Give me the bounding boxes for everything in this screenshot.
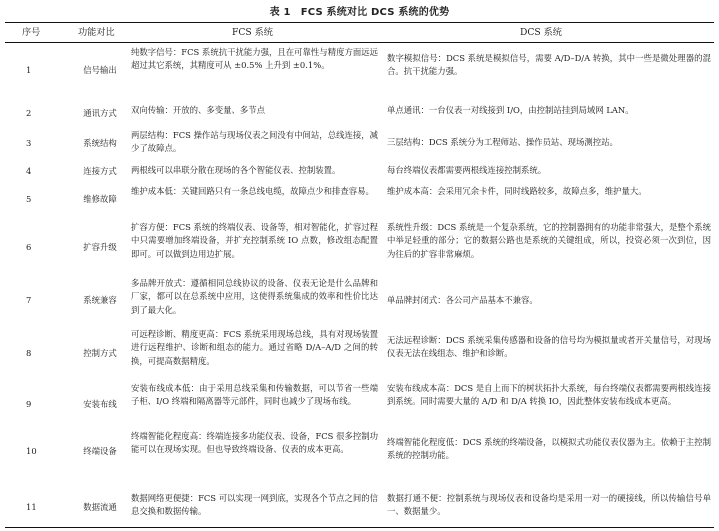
table-row: [0, 490, 719, 526]
row-fcs-text: 可远程诊断、精度更高：FCS 系统采用现场总线，具有对现场装置进行远程维护、诊断和组态的能力。通过省略 D/A–A/D 之间的转换，可提高数据精度。: [131, 329, 378, 366]
row-seq: 4: [26, 166, 32, 177]
header-rule: [5, 42, 714, 43]
row-function: 连接方式: [83, 166, 117, 177]
row-fcs-text: 纯数字信号：FCS 系统抗干扰能力强，且在可靠性与精度方面远远超过其它系统，其精度可从 ±0.5% 上升到 ±0.1%。: [131, 47, 378, 71]
row-function: 数据流通: [83, 502, 117, 513]
bottom-rule: [5, 527, 714, 528]
row-function: 系统兼容: [83, 295, 117, 306]
row-dcs-text: 每台终端仪表都需要两根线连接控制系统。: [387, 165, 547, 175]
row-dcs-text: 无法远程诊断：DCS 系统采集传感器和设备的信号均为模拟量或者开关量信号，对现场仪表无法在线组态、维护和诊断。: [387, 335, 711, 359]
row-seq: 7: [26, 295, 32, 306]
row-function: 维修故障: [83, 194, 117, 205]
row-seq: 9: [26, 399, 32, 410]
row-dcs-text: 三层结构：DCS 系统分为工程师站、操作员站、现场测控站。: [387, 137, 618, 147]
row-fcs-text: 安装布线成本低：由于采用总线采集和传输数据，可以节省一些端子柜、I/O 终端和隔离器等元部件，同时也减少了现场布线。: [131, 383, 378, 407]
row-dcs-text: 安装布线成本高：DCS 是自上而下的树状拓扑大系统，每台终端仪表都需要两根线连接到系统。同时需要大量的 A/D 和 D/A 转换 IO，因此整体安装布线成本更高。: [387, 383, 711, 407]
header-seq: 序号: [22, 27, 41, 38]
top-rule: [5, 22, 714, 23]
row-dcs-text: 系统性升级：DCS 系统是一个复杂系统，它的控制器拥有的功能非常强大，是整个系统中举足轻重的部分；它的数据公路也是系统的关键组成，所以，投资必须一次到位，因为往后的扩容非常麻烦。: [387, 222, 711, 259]
row-dcs-text: 单点通讯：一台仪表一对线接到 I/O，由控制站挂到局域网 LAN。: [387, 105, 634, 115]
table-row: [0, 183, 719, 217]
row-dcs-text: 数字模拟信号：DCS 系统是模拟信号，需要 A/D–D/A 转换，其中一些是微处理器的混合。抗干扰能力强。: [387, 53, 711, 77]
row-function: 信号输出: [83, 65, 117, 76]
row-fcs-text: 扩容方便：FCS 系统的终端仪表、设备等，相对智能化，扩容过程中只需要增加终端设备，并扩充控制系统 IO 点数，修改组态配置即可。可以做到边用边扩展。: [131, 222, 378, 259]
row-dcs-text: 终端智能化程度低：DCS 系统的终端设备，以模拟式功能仪表仪器为主。依赖于主控制系统的控制功能。: [387, 437, 711, 461]
row-fcs-text: 两根线可以串联分散在现场的各个智能仪表、控制装置。: [131, 165, 341, 175]
table-row: [0, 382, 719, 428]
header-fcs: FCS 系统: [232, 27, 273, 38]
row-fcs-text: 多品牌开放式：遵循相同总线协议的设备、仪表无论是什么品牌和厂家，都可以在总系统中应用，这使得系统集成的效率和性价比达到了最大化。: [131, 278, 378, 315]
row-fcs-text: 双向传输：开放的、多变量、多节点: [131, 105, 265, 115]
row-seq: 10: [26, 446, 37, 457]
row-seq: 2: [26, 108, 32, 119]
row-function: 终端设备: [83, 446, 117, 457]
row-seq: 3: [26, 138, 32, 149]
row-fcs-text: 两层结构：FCS 操作站与现场仪表之间没有中间站，总线连接，减少了故障点。: [131, 130, 378, 154]
row-function: 扩容升级: [83, 242, 117, 253]
table-number: 表 1: [269, 7, 291, 18]
table-row: [0, 44, 719, 98]
row-seq: 11: [26, 502, 37, 513]
row-dcs-text: 数据打通不便：控制系统与现场仪表和设备均是采用一对一的硬接线，所以传输信号单一、数据量少。: [387, 493, 711, 517]
table-row: [0, 277, 719, 325]
header-function: 功能对比: [78, 27, 115, 38]
row-dcs-text: 维护成本高：会采用冗余卡件，同时线路较多，故障点多，维护量大。: [387, 186, 647, 196]
table-row: [0, 430, 719, 474]
header-dcs: DCS 系统: [520, 27, 562, 38]
row-fcs-text: 数据网络更便捷：FCS 可以实现一网到底，实现各个节点之间的信息交换和数据传输。: [131, 493, 378, 517]
row-function: 系统结构: [83, 138, 117, 149]
row-function: 通讯方式: [83, 108, 117, 119]
table-row: [0, 128, 719, 160]
row-seq: 5: [26, 194, 32, 205]
row-dcs-text: 单品牌封闭式：各公司产品基本不兼容。: [387, 295, 538, 305]
table-row: [0, 100, 719, 128]
table-row: [0, 328, 719, 380]
row-seq: 8: [26, 348, 32, 359]
row-fcs-text: 终端智能化程度高：终端连接多功能仪表、设备，FCS 很多控制功能可以在现场实现。但也导致终端设备、仪表的成本更高。: [131, 431, 378, 455]
table-title-text: FCS 系统对比 DCS 系统的优势: [300, 7, 450, 18]
row-function: 控制方式: [83, 348, 117, 359]
row-seq: 6: [26, 242, 32, 253]
table-row: [0, 162, 719, 182]
row-seq: 1: [26, 65, 32, 76]
row-fcs-text: 维护成本低：关键回路只有一条总线电缆，故障点少和排查容易。: [131, 186, 374, 196]
table-title: [0, 3, 719, 18]
table-row: [0, 219, 719, 277]
row-function: 安装布线: [83, 399, 117, 410]
